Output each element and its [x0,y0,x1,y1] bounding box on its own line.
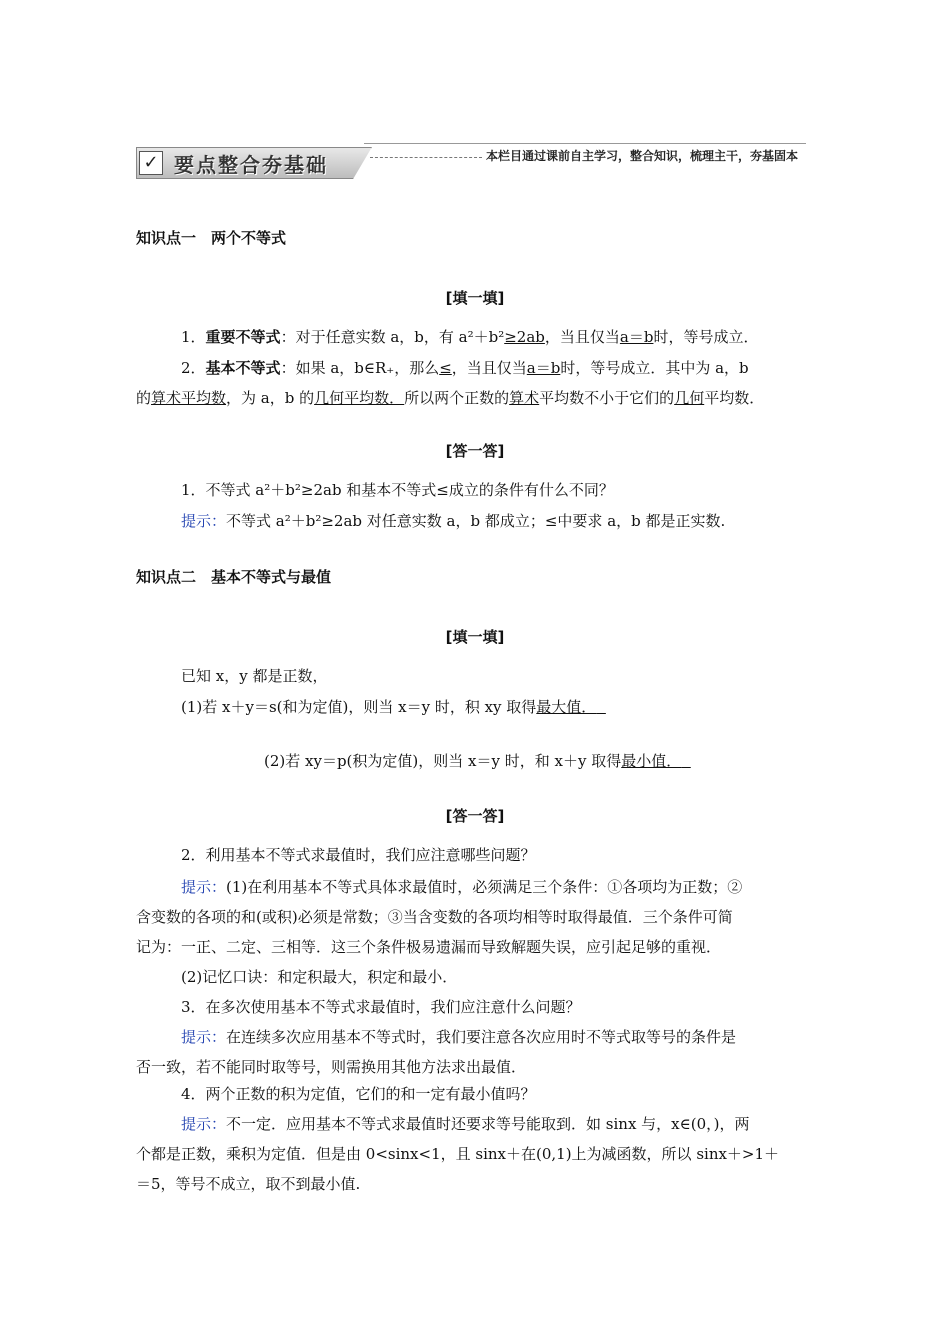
text: ，当且仅当 [544,328,620,346]
section2-line-3 [264,750,691,771]
section2-line-1: 已知 x，y 都是正数， [181,667,328,685]
section1-paragraph-2 [181,357,749,378]
text: 2． [181,359,206,377]
hint-2-line-2: 含变数的各项的和(或积)必须是常数；③当含变数的各项均相等时取得最值．三个条件可简 [136,908,733,926]
text: 所以两个正数的 [404,389,510,407]
text: 平均数不小于它们的 [539,389,675,407]
hint-text: 不等式 a²＋b²≥2ab 对任意实数 a，b 都成立；≤中要求 a，b 都是正实数. [226,512,726,530]
blank-answer: 算术 [509,389,540,407]
blank-answer: ≥2ab [504,328,545,346]
section2-title: 知识点二 基本不等式与最值 [136,568,332,586]
banner-dash-rule [370,157,482,158]
term-basic-inequality: 基本不等式 [205,359,281,377]
text: 平均数． [704,389,765,407]
text: 时，等号成立． [653,328,759,346]
blank-answer: a＝b [526,359,561,377]
text: ：如果 a，b∈R₊，那么 [280,359,440,377]
banner-top-rule [364,143,806,144]
blank-answer: 最大值． [536,698,597,716]
question-1: 1．不等式 a²＋b²≥2ab 和基本不等式≤成立的条件有什么不同？ [181,481,614,499]
hint-4-line-1 [181,1113,749,1134]
blank-padding [681,752,691,770]
blank-padding [596,698,606,716]
section1-paragraph-3 [136,387,764,408]
blank-answer: ≤ [439,359,452,377]
hint-label: 提示： [181,878,227,896]
blank-answer: a＝b [619,328,654,346]
hint-1 [181,510,725,531]
blank-answer: 最小值． [621,752,682,770]
blank-answer: 几何 [674,389,705,407]
section1-title: 知识点一 两个不等式 [136,229,287,247]
section1-paragraph-1 [181,326,758,347]
hint-2-line-4: (2)记忆口诀：和定积最大，积定和最小． [181,968,458,986]
text: (1)若 x＋y＝s(和为定值)，则当 x＝y 时，积 xy 取得 [181,698,537,716]
section-banner [136,143,806,179]
section2-answer-label: [答一答] [445,807,505,825]
section1-fill-label: [填一填] [445,289,505,307]
text: (2)若 xy＝p(积为定值)，则当 x＝y 时，和 x＋y 取得 [264,752,622,770]
hint-4-line-2: 个都是正数，乘积为定值．但是由 0<sinx<1，且 sinx＋在(0,1)上为减函数，所以 sinx＋>1＋ [136,1145,780,1163]
text: ：对于任意实数 a，b，有 a²＋b² [280,328,505,346]
section2-fill-label: [填一填] [445,628,505,646]
hint-text: 在连续多次应用基本不等式时，我们要注意各次应用时不等式取等号的条件是 [226,1028,737,1046]
banner-note: 本栏目通过课前自主学习，整合知识，梳理主干，夯基固本 [486,149,799,163]
check-icon: ✓ [139,151,163,175]
question-4: 4．两个正数的积为定值，它们的和一定有最小值吗？ [181,1085,536,1103]
text: ，为 a，b 的 [226,389,315,407]
question-3: 3．在多次使用基本不等式求最值时，我们应注意什么问题？ [181,998,581,1016]
hint-3-line-2: 否一致，若不能同时取等号，则需换用其他方法求出最值． [136,1058,527,1076]
blank-answer: 算术平均数 [151,389,227,407]
hint-text: (1)在利用基本不等式具体求最值时，必须满足三个条件：①各项均为正数；② [226,878,743,896]
hint-2-line-1 [181,876,742,897]
text: 时，等号成立．其中为 a，b [560,359,749,377]
hint-text: 不一定．应用基本不等式求最值时还要求等号能取到．如 sinx 与，x∈(0，)，两 [226,1115,750,1133]
text: 的 [136,389,152,407]
hint-label: 提示： [181,1028,227,1046]
text: 1． [181,328,206,346]
term-important-inequality: 重要不等式 [205,328,281,346]
hint-2-line-3: 记为：一正、二定、三相等．这三个条件极易遗漏而导致解题失误，应引起足够的重视． [136,938,722,956]
section2-line-2 [181,696,606,717]
question-2: 2．利用基本不等式求最值时，我们应注意哪些问题？ [181,846,536,864]
hint-label: 提示： [181,1115,227,1133]
hint-label: 提示： [181,512,227,530]
section1-answer-label: [答一答] [445,442,505,460]
text: ，当且仅当 [451,359,527,377]
blank-answer: 几何平均数． [314,389,405,407]
hint-4-line-3: ＝5，等号不成立，取不到最小值. [136,1175,361,1193]
hint-3-line-1 [181,1026,736,1047]
banner-title: 要点整合夯基础 [174,153,328,177]
